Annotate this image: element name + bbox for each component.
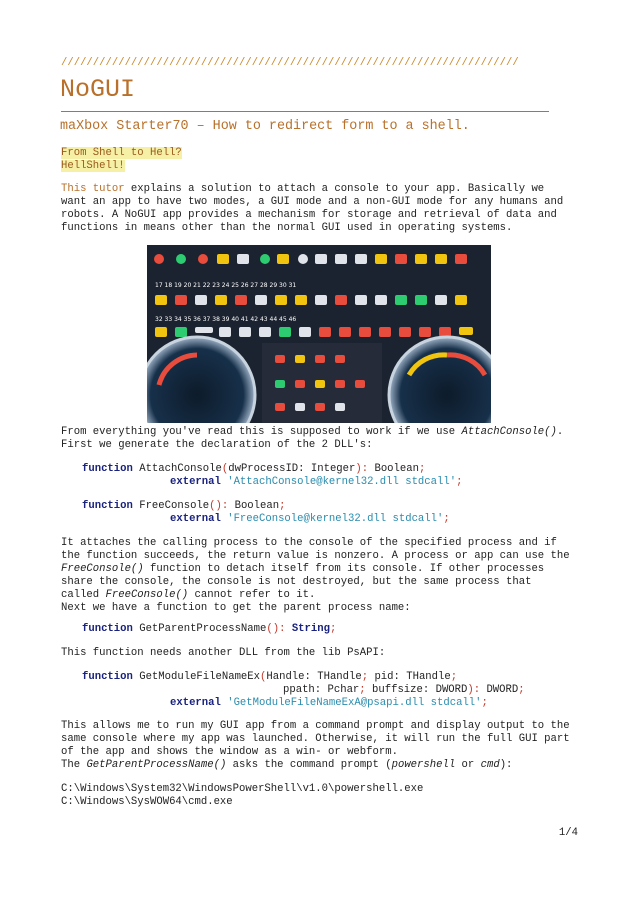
code-args: buffsize: DWORD — [365, 684, 468, 696]
path-cmd: C:\Windows\SysWOW64\cmd.exe — [61, 796, 233, 808]
para4-code-ref: cmd — [480, 759, 500, 771]
code-getmodulefilenameex-line-2 — [283, 684, 525, 697]
code-func-name: GetParentProcessName — [132, 623, 267, 635]
intro-line-1 — [61, 183, 544, 196]
page-subtitle: maXbox Starter70 – How to redirect form to a shell. — [60, 119, 470, 134]
dashboard-numbers-row-1: 17 18 19 20 21 22 23 24 25 26 27 28 29 30 31 — [155, 282, 297, 289]
para1-line-1 — [61, 426, 563, 439]
dashboard-graphic — [147, 245, 491, 423]
para2-line-1: It attaches the calling process to the console of the specified process and if — [61, 537, 557, 549]
para4-code-ref: powershell — [391, 759, 456, 771]
code-keyword: external — [170, 476, 221, 488]
para3-line: This function needs another DLL from the lib PsAPI: — [61, 647, 386, 659]
para4-line-3: of the app and shows the window as a win- or webform. — [61, 746, 398, 758]
code-freeconsole — [82, 500, 285, 513]
code-punct: (): — [266, 623, 286, 635]
code-getmodulefilenameex-external — [170, 697, 488, 710]
code-string: 'GetModuleFileNameExA@psapi.dll stdcall' — [227, 697, 482, 709]
para1-code-ref: AttachConsole() — [461, 426, 557, 438]
code-punct: ; — [450, 671, 458, 683]
code-punct: ; — [456, 476, 463, 488]
para4-line-2: same console where my app was launched. Otherwise, it will run the full GUI part — [61, 733, 570, 745]
code-func-name: AttachConsole — [132, 463, 222, 475]
para4-text: The — [61, 759, 87, 771]
code-return-type: String — [291, 623, 330, 635]
code-punct: ; — [329, 623, 337, 635]
para2-code-ref: FreeConsole() — [61, 563, 144, 575]
para2-text: called — [61, 589, 106, 601]
code-return-type: Boolean — [368, 463, 419, 475]
code-keyword: function — [82, 500, 133, 512]
intro-lead: This tutor — [61, 183, 125, 195]
para4-line-1: This allows me to run my GUI app from a command prompt and display output to the — [61, 720, 570, 732]
code-punct: ; — [481, 697, 488, 709]
code-punct: ): — [467, 684, 481, 696]
para1-line-2: First we generate the declaration of the 2 DLL's: — [61, 439, 373, 451]
page-title: NoGUI — [60, 75, 136, 104]
code-freeconsole-external — [170, 513, 450, 526]
para4-text: or — [455, 759, 481, 771]
page-number: 1/4 — [558, 827, 578, 839]
para2-text: cannot refer to it. — [188, 589, 316, 601]
code-string: 'AttachConsole@kernel32.dll stdcall' — [227, 476, 457, 488]
code-punct: ( — [260, 671, 267, 683]
intro-line-3: robots. A NoGUI app provides a mechanism for storage and retrieval of data and — [61, 209, 557, 221]
dashboard-image — [147, 245, 491, 423]
code-getparentprocessname — [82, 623, 336, 636]
dashboard-numbers-row-2: 32 33 34 35 36 37 38 39 40 41 42 43 44 45 46 — [155, 316, 297, 323]
title-underline — [61, 111, 549, 112]
path-powershell: C:\Windows\System32\WindowsPowerShell\v1.0\powershell.exe — [61, 783, 424, 795]
para2-line-4: share the console, the console is not destroyed, but the same process that — [61, 576, 532, 588]
code-keyword: external — [170, 513, 221, 525]
code-punct: ( — [221, 463, 229, 475]
code-args: pid: THandle — [368, 671, 451, 683]
code-punct: ; — [443, 513, 450, 525]
code-keyword: function — [82, 463, 133, 475]
para2-code-ref: FreeConsole() — [105, 589, 189, 601]
para4-text: asks the command prompt ( — [226, 759, 392, 771]
para4-code-ref: GetParentProcessName() — [86, 759, 227, 771]
code-attachconsole — [82, 463, 425, 476]
code-args: ppath: Pchar — [283, 684, 360, 696]
code-func-name: FreeConsole — [132, 500, 210, 512]
code-punct: ; — [361, 671, 369, 683]
para2-text: function to detach itself from its console. If other processes — [143, 563, 545, 575]
code-punct: ; — [518, 684, 525, 696]
intro-text: explains a solution to attach a console to your app. Basically we — [124, 183, 545, 195]
code-return-type: Boolean — [228, 500, 280, 512]
code-punct: ; — [359, 684, 366, 696]
code-attachconsole-external — [170, 476, 462, 489]
code-punct: ): — [355, 463, 369, 475]
code-punct: ; — [418, 463, 426, 475]
slash-divider: //////////////////////////////////////////////////////////////////////// — [61, 57, 519, 69]
code-string: 'FreeConsole@kernel32.dll stdcall' — [227, 513, 444, 525]
code-return-type: DWORD — [480, 684, 519, 696]
highlight-line-1: From Shell to Hell? — [61, 147, 182, 159]
code-func-name: GetModuleFileNameEx — [132, 671, 261, 683]
code-args: Handle: THandle — [266, 671, 362, 683]
code-keyword: function — [82, 623, 133, 635]
code-punct: ; — [279, 500, 286, 512]
para2-line-6: Next we have a function to get the parent process name: — [61, 602, 411, 614]
para2-line-5 — [61, 589, 315, 602]
code-punct: (): — [209, 500, 229, 512]
para4-line-4 — [61, 759, 512, 772]
para2-line-2: the function succeeds, the return value is nonzero. A process or app can use the — [61, 550, 570, 562]
para1-text-a: From everything you've read this is supposed to work if we use — [61, 426, 462, 438]
code-keyword: function — [82, 671, 133, 683]
highlight-line-2: HellShell! — [61, 160, 125, 172]
intro-line-4: functions in means other than the normal GUI used in operating systems. — [61, 222, 513, 234]
code-keyword: external — [170, 697, 221, 709]
para4-text: ): — [499, 759, 513, 771]
para2-line-3 — [61, 563, 544, 576]
code-getmodulefilenameex — [82, 671, 457, 684]
intro-line-2: want an app to have two modes, a GUI mode and a non-GUI mode for any humans and — [61, 196, 564, 208]
para1-text-c: . — [556, 426, 564, 438]
code-args: dwProcessID: Integer — [228, 463, 356, 475]
